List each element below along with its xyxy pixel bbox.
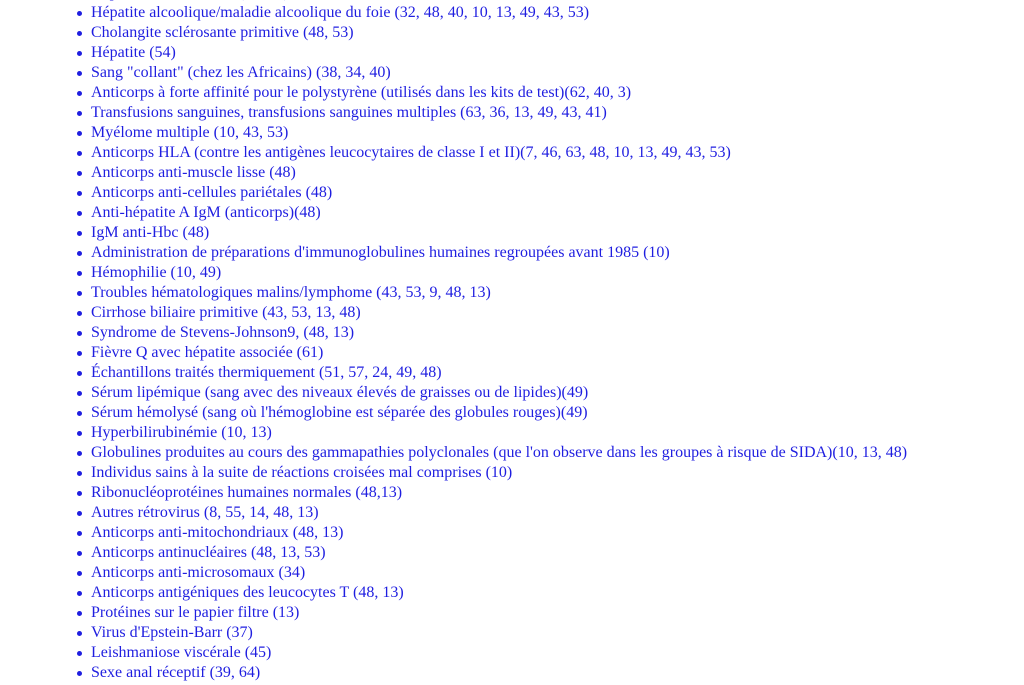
bullet-icon	[77, 331, 82, 336]
list-item	[0, 383, 1024, 403]
list-item-text: Myélome multiple (10, 43, 53)	[91, 124, 289, 141]
list-item-text	[91, 0, 289, 1]
bullet-icon	[77, 291, 82, 296]
list-item	[0, 643, 1024, 663]
list-item-text: Sérum hémolysé (sang où l'hémoglobine est séparée des globules rouges)(49)	[91, 404, 588, 421]
list-item-text: Anticorps antinucléaires (48, 13, 53)	[91, 544, 326, 561]
bullet-icon	[77, 671, 82, 676]
bullet-icon	[77, 311, 82, 316]
bullet-icon	[77, 51, 82, 56]
list-item-text: Anticorps anti-mitochondriaux (48, 13)	[91, 524, 344, 541]
bullet-icon	[77, 251, 82, 256]
list-item	[0, 603, 1024, 623]
bullet-icon	[77, 31, 82, 36]
list-item	[0, 43, 1024, 63]
list-item	[0, 223, 1024, 243]
list-item-text: Syndrome de Stevens-Johnson9, (48, 13)	[91, 324, 355, 341]
bullet-icon	[77, 191, 82, 196]
list-item	[0, 563, 1024, 583]
list-item-text: Anticorps à forte affinité pour le polystyrène (utilisés dans les kits de test)(62, 40, 3)	[91, 84, 632, 101]
bullet-icon	[77, 131, 82, 136]
list-item	[0, 443, 1024, 463]
list-item	[0, 83, 1024, 103]
bullet-icon	[77, 351, 82, 356]
bullet-icon	[77, 411, 82, 416]
bullet-icon	[77, 551, 82, 556]
list-item-text: Hépatite alcoolique/maladie alcoolique du foie (32, 48, 40, 10, 13, 49, 43, 53)	[91, 4, 590, 21]
list-item	[0, 583, 1024, 603]
bullet-icon	[77, 371, 82, 376]
list-item-text: Fièvre Q avec hépatite associée (61)	[91, 344, 324, 361]
bullet-icon	[77, 511, 82, 516]
bullet-icon	[77, 571, 82, 576]
list-item-text: Cirrhose biliaire primitive (43, 53, 13, 48)	[91, 304, 361, 321]
bullet-icon	[77, 491, 82, 496]
list-item-text: Sérum lipémique (sang avec des niveaux élevés de graisses ou de lipides)(49)	[91, 384, 589, 401]
bullet-icon	[77, 271, 82, 276]
list-item	[0, 343, 1024, 363]
list-item-text: IgM anti-Hbc (48)	[91, 224, 210, 241]
list-item	[0, 543, 1024, 563]
list-item-text: Anticorps anti-microsomaux (34)	[91, 564, 306, 581]
bullet-icon	[77, 91, 82, 96]
list-item	[0, 123, 1024, 143]
list-item-text: Anticorps HLA (contre les antigènes leucocytaires de classe I et II)(7, 46, 63, 48, 10, 13, 49, 43, 53)	[91, 144, 731, 161]
list-item-text: Virus d'Epstein-Barr (37)	[91, 624, 253, 641]
bullet-icon	[77, 631, 82, 636]
list-item-text: Sexe anal réceptif (39, 64)	[91, 664, 261, 681]
list-item	[0, 103, 1024, 123]
list-item-text: Anticorps anti-muscle lisse (48)	[91, 164, 296, 181]
list-item	[0, 263, 1024, 283]
list-item	[0, 363, 1024, 383]
list-item-text: Globulines produites au cours des gammapathies polyclonales (que l'on observe dans les groupes à risque de SIDA)(10, 13, 48)	[91, 444, 908, 461]
list-item-text: Sang "collant" (chez les Africains) (38, 34, 40)	[91, 64, 391, 81]
list-item-text: Cholangite sclérosante primitive (48, 53)	[91, 24, 354, 41]
bullet-icon	[77, 651, 82, 656]
list-item	[0, 303, 1024, 323]
list-item-text: Troubles hématologiques malins/lymphome (43, 53, 9, 48, 13)	[91, 284, 491, 301]
list-item-text: Autres rétrovirus (8, 55, 14, 48, 13)	[91, 504, 319, 521]
list-item-text: Transfusions sanguines, transfusions sanguines multiples (63, 36, 13, 49, 43, 41)	[91, 104, 607, 121]
list-item	[0, 183, 1024, 203]
list-item-text: Hépatite (54)	[91, 44, 176, 61]
list-item	[0, 483, 1024, 503]
list-item-text: Hyperbilirubinémie (10, 13)	[91, 424, 272, 441]
list-item	[0, 403, 1024, 423]
list-item	[0, 503, 1024, 523]
list-item	[0, 423, 1024, 443]
list-item	[0, 463, 1024, 483]
list-item-text: Leishmaniose viscérale (45)	[91, 644, 272, 661]
list-item	[0, 143, 1024, 163]
bullet-icon	[77, 531, 82, 536]
bullet-icon	[77, 391, 82, 396]
list-item	[0, 323, 1024, 343]
list-item	[0, 203, 1024, 223]
list-item-text: Échantillons traités thermiquement (51, 57, 24, 49, 48)	[91, 364, 442, 381]
bullet-icon	[77, 231, 82, 236]
list-item-text: Protéines sur le papier filtre (13)	[91, 604, 300, 621]
bullet-icon	[77, 171, 82, 176]
list-item	[0, 23, 1024, 43]
list-item-text: Administration de préparations d'immunoglobulines humaines regroupées avant 1985 (10)	[91, 244, 670, 261]
bullet-icon	[77, 431, 82, 436]
list-item-text: Hémophilie (10, 49)	[91, 264, 222, 281]
bullet-icon	[77, 151, 82, 156]
list-item-text: Ribonucléoprotéines humaines normales (48,13)	[91, 484, 403, 501]
bullet-icon	[77, 11, 82, 16]
list-item	[0, 523, 1024, 543]
bullet-icon	[77, 611, 82, 616]
list-item	[0, 63, 1024, 83]
list-item-text: Individus sains à la suite de réactions croisées mal comprises (10)	[91, 464, 513, 481]
list-item	[0, 3, 1024, 23]
list-item	[0, 623, 1024, 643]
list-item	[0, 243, 1024, 263]
list-item-text: Anticorps anti-cellules pariétales (48)	[91, 184, 333, 201]
bullet-icon	[77, 591, 82, 596]
list-item	[0, 663, 1024, 683]
bullet-icon	[77, 71, 82, 76]
bullet-icon	[77, 111, 82, 116]
bullet-icon	[77, 471, 82, 476]
bullet-icon	[77, 211, 82, 216]
list-item	[0, 283, 1024, 303]
list-item-text: Anti-hépatite A IgM (anticorps)(48)	[91, 204, 321, 221]
bullet-icon	[77, 451, 82, 456]
list-item	[0, 163, 1024, 183]
list-item-text: Anticorps antigéniques des leucocytes T (48, 13)	[91, 584, 404, 601]
